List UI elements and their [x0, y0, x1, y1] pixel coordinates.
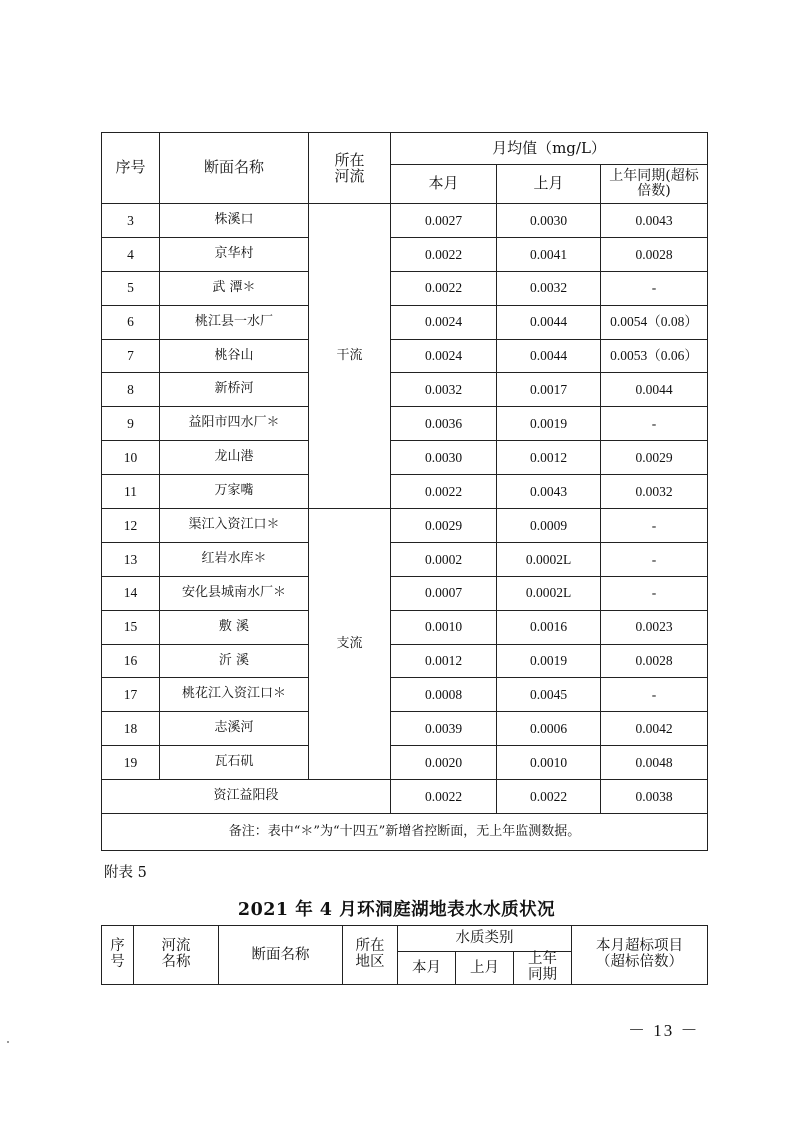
row-section-name: 桃花江入资江口＊ — [160, 678, 309, 712]
row-seq: 17 — [102, 678, 160, 712]
row-seq: 11 — [102, 475, 160, 509]
table-row — [102, 441, 708, 475]
row-seq: 7 — [102, 339, 160, 373]
table-row — [102, 542, 708, 576]
header-last-year: 上年同期(超标倍数) — [601, 165, 708, 204]
row-last-year: - — [601, 271, 708, 305]
row-seq: 16 — [102, 644, 160, 678]
t2-header-last-year: 上年 同期 — [514, 952, 572, 985]
row-last-year: 0.0054（0.08） — [601, 305, 708, 339]
header-last-month: 上月 — [497, 165, 601, 204]
row-section-name: 龙山港 — [160, 441, 309, 475]
row-last-month: 0.0002L — [497, 542, 601, 576]
lake-water-quality-table — [101, 925, 708, 985]
row-last-month: 0.0002L — [497, 576, 601, 610]
row-last-month: 0.0019 — [497, 407, 601, 441]
row-section-name: 红岩水库＊ — [160, 542, 309, 576]
row-section-name: 沂 溪 — [160, 644, 309, 678]
table-row — [102, 610, 708, 644]
row-last-year: 0.0053（0.06） — [601, 339, 708, 373]
row-this-month: 0.0030 — [391, 441, 497, 475]
row-seq: 12 — [102, 509, 160, 543]
row-seq: 4 — [102, 237, 160, 271]
row-last-year: - — [601, 576, 708, 610]
row-last-year: 0.0044 — [601, 373, 708, 407]
summary-this-month: 0.0022 — [391, 780, 497, 814]
row-this-month: 0.0027 — [391, 204, 497, 238]
row-seq: 6 — [102, 305, 160, 339]
summary-last-month: 0.0022 — [497, 780, 601, 814]
table-row — [102, 746, 708, 780]
row-last-year: 0.0043 — [601, 204, 708, 238]
table2-title: 2021 年 4 月环洞庭湖地表水水质状况 — [237, 900, 556, 920]
t2-header-last-month: 上月 — [456, 952, 514, 985]
row-seq: 19 — [102, 746, 160, 780]
row-this-month: 0.0002 — [391, 542, 497, 576]
row-last-month: 0.0010 — [497, 746, 601, 780]
table-row — [102, 305, 708, 339]
row-section-name: 桃谷山 — [160, 339, 309, 373]
table-row — [102, 204, 708, 238]
margin-mark — [7, 1041, 9, 1043]
table-row — [102, 576, 708, 610]
row-last-year: - — [601, 678, 708, 712]
row-last-year: 0.0028 — [601, 237, 708, 271]
row-this-month: 0.0036 — [391, 407, 497, 441]
row-section-name: 新桥河 — [160, 373, 309, 407]
header-section-name: 断面名称 — [160, 133, 309, 204]
row-last-year: 0.0032 — [601, 475, 708, 509]
row-last-month: 0.0045 — [497, 678, 601, 712]
river-group-mainstream: 干流 — [309, 204, 391, 509]
t2-header-river-name: 河流 名称 — [134, 926, 219, 985]
row-this-month: 0.0029 — [391, 509, 497, 543]
row-this-month: 0.0022 — [391, 271, 497, 305]
row-seq: 8 — [102, 373, 160, 407]
row-section-name: 敷 溪 — [160, 610, 309, 644]
row-last-month: 0.0030 — [497, 204, 601, 238]
row-last-year: 0.0023 — [601, 610, 708, 644]
row-last-year: - — [601, 542, 708, 576]
table-row — [102, 712, 708, 746]
table-row — [102, 678, 708, 712]
row-last-year: 0.0029 — [601, 441, 708, 475]
t2-header-quality-class: 水质类别 — [398, 926, 572, 952]
row-seq: 10 — [102, 441, 160, 475]
t2-header-seq: 序 号 — [102, 926, 134, 985]
table-row — [102, 475, 708, 509]
table-row — [102, 644, 708, 678]
summary-row — [102, 780, 708, 814]
row-last-year: 0.0042 — [601, 712, 708, 746]
header-river: 所在 河流 — [309, 133, 391, 204]
row-last-month: 0.0041 — [497, 237, 601, 271]
row-last-year: - — [601, 509, 708, 543]
row-seq: 3 — [102, 204, 160, 238]
header-seq: 序号 — [102, 133, 160, 204]
header-this-month: 本月 — [391, 165, 497, 204]
page-number: － 13 － — [628, 1021, 700, 1040]
header-monthly-avg: 月均值（mg/L） — [391, 133, 708, 165]
row-this-month: 0.0008 — [391, 678, 497, 712]
row-section-name: 武 潭＊ — [160, 271, 309, 305]
row-seq: 13 — [102, 542, 160, 576]
row-section-name: 株溪口 — [160, 204, 309, 238]
note-row — [102, 814, 708, 851]
row-last-month: 0.0012 — [497, 441, 601, 475]
monthly-average-table — [101, 132, 708, 851]
row-this-month: 0.0022 — [391, 475, 497, 509]
row-this-month: 0.0020 — [391, 746, 497, 780]
row-last-year: 0.0028 — [601, 644, 708, 678]
row-seq: 18 — [102, 712, 160, 746]
row-seq: 5 — [102, 271, 160, 305]
row-section-name: 桃江县一水厂 — [160, 305, 309, 339]
row-section-name: 益阳市四水厂＊ — [160, 407, 309, 441]
summary-last-year: 0.0038 — [601, 780, 708, 814]
row-seq: 9 — [102, 407, 160, 441]
row-last-year: - — [601, 407, 708, 441]
row-this-month: 0.0024 — [391, 339, 497, 373]
row-this-month: 0.0007 — [391, 576, 497, 610]
table-row — [102, 509, 708, 543]
row-seq: 15 — [102, 610, 160, 644]
row-this-month: 0.0022 — [391, 237, 497, 271]
t2-header-exceed: 本月超标项目 （超标倍数） — [572, 926, 708, 985]
t2-header-region: 所在 地区 — [343, 926, 398, 985]
row-this-month: 0.0010 — [391, 610, 497, 644]
table-row — [102, 373, 708, 407]
t2-header-this-month: 本月 — [398, 952, 456, 985]
table-row — [102, 407, 708, 441]
row-this-month: 0.0024 — [391, 305, 497, 339]
table-row — [102, 271, 708, 305]
row-seq: 14 — [102, 576, 160, 610]
row-section-name: 瓦石矶 — [160, 746, 309, 780]
row-this-month: 0.0039 — [391, 712, 497, 746]
row-last-month: 0.0016 — [497, 610, 601, 644]
table-row — [102, 237, 708, 271]
table-row — [102, 339, 708, 373]
row-last-month: 0.0044 — [497, 305, 601, 339]
table-note: 备注：表中“＊”为“十四五”新增省控断面，无上年监测数据。 — [102, 814, 708, 851]
summary-label: 资江益阳段 — [102, 780, 391, 814]
row-last-month: 0.0044 — [497, 339, 601, 373]
row-section-name: 安化县城南水厂＊ — [160, 576, 309, 610]
row-last-month: 0.0043 — [497, 475, 601, 509]
t2-header-section-name: 断面名称 — [219, 926, 343, 985]
row-section-name: 志溪河 — [160, 712, 309, 746]
row-section-name: 万家嘴 — [160, 475, 309, 509]
row-section-name: 京华村 — [160, 237, 309, 271]
row-last-month: 0.0032 — [497, 271, 601, 305]
row-last-month: 0.0006 — [497, 712, 601, 746]
table-body — [102, 204, 708, 851]
row-last-month: 0.0017 — [497, 373, 601, 407]
row-section-name: 渠江入资江口＊ — [160, 509, 309, 543]
row-this-month: 0.0032 — [391, 373, 497, 407]
river-group-tributary: 支流 — [309, 509, 391, 780]
row-last-year: 0.0048 — [601, 746, 708, 780]
row-last-month: 0.0019 — [497, 644, 601, 678]
attachment-label: 附表 5 — [104, 865, 147, 881]
row-this-month: 0.0012 — [391, 644, 497, 678]
row-last-month: 0.0009 — [497, 509, 601, 543]
